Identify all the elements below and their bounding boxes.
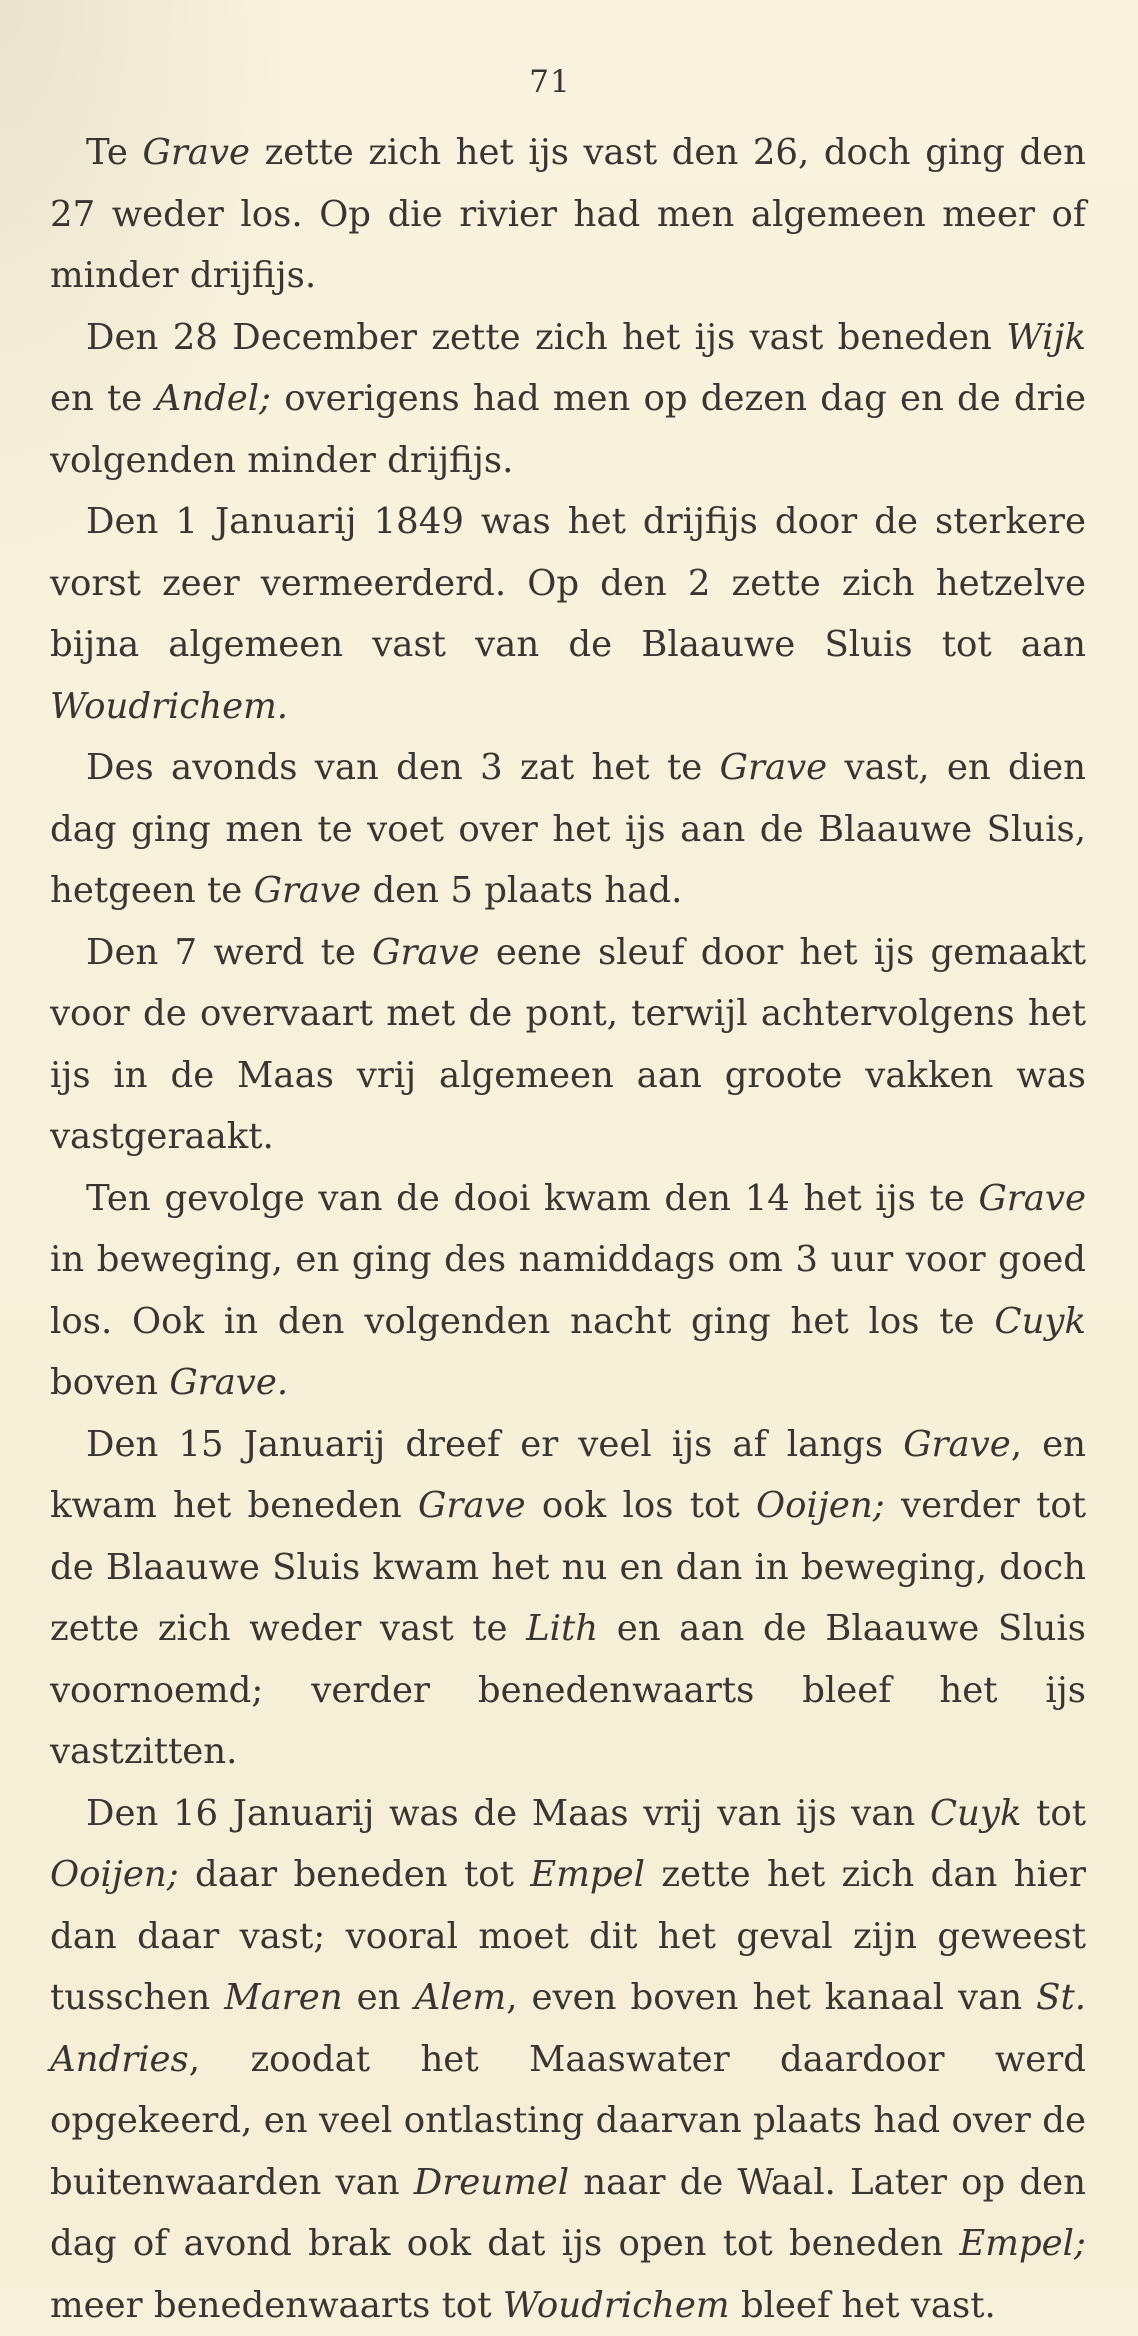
paragraph (50, 491, 1086, 737)
text-run: Den 7 werd te (86, 932, 372, 973)
italic-place-name: Woudrichem. (50, 686, 288, 727)
text-run: den 5 plaats had. (361, 870, 682, 911)
paragraph (50, 1414, 1086, 1783)
italic-place-name: Grave (418, 1485, 526, 1526)
italic-place-name: Woudrichem (503, 2285, 730, 2326)
page-number: 71 (0, 64, 1100, 100)
italic-place-name: Cuyk (930, 1793, 1022, 1834)
paragraph (50, 922, 1086, 1168)
text-run: eene sleuf door het ijs gemaakt voor de overvaart met de pont, terwijl achtervolgens het ijs in de Maas vrij algemeen aan groote vakken was vastgeraakt. (50, 932, 1086, 1158)
text-run: zette het zich dan hier dan daar vast; vooral moet dit het geval zijn geweest tusschen (50, 1854, 1086, 2018)
text-run: Den 15 Januarij dreef er veel ijs af langs (86, 1424, 903, 1465)
text-run: Den 28 December zette zich het ijs vast beneden (86, 317, 1006, 358)
text-run: in beweging, en ging des namiddags om 3 uur voor goed los. Ook in den volgenden nacht ging het los te (50, 1239, 1086, 1342)
text-run: meer benedenwaarts tot (50, 2285, 503, 2326)
text-run: , even boven het kanaal van (506, 1977, 1036, 2018)
text-run: verder tot de Blaauwe Sluis kwam het nu en dan in beweging, doch zette zich weder vast te (50, 1485, 1086, 1649)
text-run: en (343, 1977, 415, 2018)
paragraph (50, 122, 1086, 307)
text-run: en aan de Blaauwe Sluis voornoemd; verder benedenwaarts bleef het ijs vastzitten. (50, 1608, 1086, 1772)
italic-place-name: Cuyk (994, 1301, 1086, 1342)
italic-place-name: Ooijen; (756, 1485, 885, 1526)
italic-place-name: Maren (224, 1977, 342, 2018)
italic-place-name: Alem (415, 1977, 507, 2018)
italic-place-name: Ooijen; (50, 1854, 179, 1895)
paragraph (50, 1168, 1086, 1414)
italic-place-name: Dreumel (414, 2162, 569, 2203)
italic-place-name: Grave (142, 132, 250, 173)
text-run: zette zich het ijs vast den 26, doch ging den 27 weder los. Op die rivier had men algemeen meer of minder drijfijs. (50, 132, 1086, 296)
italic-place-name: Wijk (1006, 317, 1086, 358)
body-text (50, 122, 1086, 2336)
text-run: Des avonds van den 3 zat het te (86, 747, 720, 788)
text-run: daar beneden tot (179, 1854, 531, 1895)
text-run: en te (50, 378, 155, 419)
italic-place-name: Lith (526, 1608, 598, 1649)
text-run: , zoodat het Maaswater daardoor werd opgekeerd, en veel ontlasting daarvan plaats had over de buitenwaarden van (50, 2039, 1086, 2203)
text-run: Den 1 Januarij 1849 was het drijfijs door de sterkere vorst zeer vermeerderd. Op den 2 zette zich hetzelve bijna algemeen vast van de Blaauwe Sluis tot aan (50, 501, 1086, 665)
text-run: , en kwam het beneden (50, 1424, 1086, 1527)
text-run: vast, en dien dag ging men te voet over het ijs aan de Blaauwe Sluis, hetgeen te (50, 747, 1086, 911)
paragraph (50, 307, 1086, 492)
italic-place-name: Grave (903, 1424, 1011, 1465)
italic-place-name: Grave (720, 747, 828, 788)
text-run: overigens had men op dezen dag en de drie volgenden minder drijfijs. (50, 378, 1086, 481)
text-run: Te (86, 132, 142, 173)
italic-place-name: Grave (372, 932, 480, 973)
italic-place-name: Empel (530, 1854, 645, 1895)
text-run: naar de Waal. Later op den dag of avond brak ook dat ijs open tot beneden (50, 2162, 1086, 2265)
italic-place-name: Grave. (169, 1362, 288, 1403)
italic-place-name: St. Andries (50, 1977, 1086, 2080)
text-run: boven (50, 1362, 169, 1403)
italic-place-name: Grave (254, 870, 362, 911)
paragraph (50, 1783, 1086, 2336)
italic-place-name: Empel; (959, 2223, 1086, 2264)
text-run: Den 16 Januarij was de Maas vrij van ijs van (86, 1793, 930, 1834)
italic-place-name: Andel; (155, 378, 271, 419)
text-run: ook los tot (526, 1485, 756, 1526)
text-run: tot (1021, 1793, 1086, 1834)
italic-place-name: Grave (978, 1178, 1086, 1219)
text-run: Ten gevolge van de dooi kwam den 14 het ijs te (86, 1178, 978, 1219)
paragraph (50, 737, 1086, 922)
text-run: bleef het vast. (730, 2285, 996, 2326)
